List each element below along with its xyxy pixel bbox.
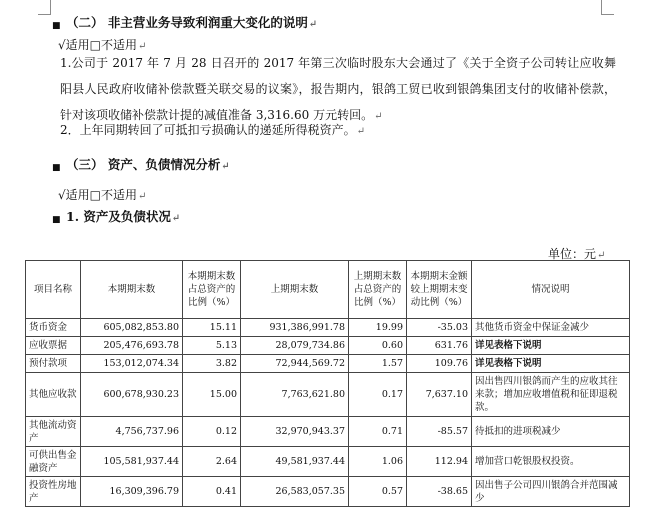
row-change-ratio: -38.65 [407, 477, 472, 507]
row-prior-amount: 49,581,937.44 [241, 447, 349, 477]
table-row [26, 337, 630, 355]
table-row [26, 477, 630, 507]
header-prior-amount: 上期期末数 [241, 261, 349, 319]
row-prior-ratio: 0.71 [349, 417, 407, 447]
row-item-name: 其他流动资产 [26, 417, 81, 447]
checkbox-check-icon: √ [58, 188, 66, 202]
row-change-ratio: 109.76 [407, 355, 472, 373]
row-current-ratio: 3.82 [183, 355, 241, 373]
row-explanation: 增加营口乾银股权投资。 [472, 447, 630, 477]
row-prior-ratio: 0.60 [349, 337, 407, 355]
bullet-icon: ■ [52, 215, 61, 225]
table-row [26, 447, 630, 477]
row-item-name: 应收票据 [26, 337, 81, 355]
row-current-ratio: 0.41 [183, 477, 241, 507]
assets-liabilities-table [25, 260, 630, 507]
bullet-icon: ■ [52, 163, 61, 173]
row-explanation: 待抵扣的进项税减少 [472, 417, 630, 447]
header-prior-ratio: 上期期末数占总资产的比例（%） [349, 261, 407, 319]
header-current-ratio: 本期期末数占总资产的比例（%） [183, 261, 241, 319]
table-row [26, 373, 630, 417]
paragraph-mark-icon: ↵ [597, 250, 606, 261]
row-explanation: 详见表格下说明 [472, 337, 630, 355]
header-explanation: 情况说明 [472, 261, 630, 319]
row-change-ratio: -85.57 [407, 417, 472, 447]
row-current-ratio: 15.11 [183, 319, 241, 337]
paragraph-1-text: 1.公司于 2017 年 7 月 28 日召开的 2017 年第三次临时股东大会通过了《关于全资子公司转让应收舞阳县人民政府收储补偿款暨关联交易的议案》，报告期内，银鸽工贸已收到银鸽集团支付的收储补偿款，针对该项收储补偿款计提的减值准备 3,316.60 万元转回。 [60, 56, 616, 122]
row-prior-amount: 72,944,569.72 [241, 355, 349, 373]
checkbox-check-icon: √ [58, 38, 66, 52]
row-current-amount: 4,756,737.96 [81, 417, 183, 447]
row-prior-amount: 931,386,991.78 [241, 319, 349, 337]
row-current-ratio: 0.12 [183, 417, 241, 447]
row-explanation: 因出售四川银鸽而产生的应收其往来款；增加应收增值税和征即退税款。 [472, 373, 630, 417]
row-prior-amount: 28,079,734.86 [241, 337, 349, 355]
page-corner-mark-right [601, 0, 614, 15]
row-change-ratio: 631.76 [407, 337, 472, 355]
applicability-text: 适用□不适用 [65, 38, 137, 52]
paragraph-mark-icon: ↵ [138, 41, 147, 52]
row-explanation: 因出售子公司四川银鸽合并范围减少 [472, 477, 630, 507]
row-prior-ratio: 0.57 [349, 477, 407, 507]
row-current-amount: 600,678,930.23 [81, 373, 183, 417]
header-change-ratio: 本期期末金额较上期期末变动比例（%） [407, 261, 472, 319]
row-prior-ratio: 1.06 [349, 447, 407, 477]
row-change-ratio: 112.94 [407, 447, 472, 477]
section-2-heading [52, 15, 318, 33]
row-item-name: 其他应收款 [26, 373, 81, 417]
row-current-ratio: 15.00 [183, 373, 241, 417]
table-row [26, 355, 630, 373]
row-prior-amount: 7,763,621.80 [241, 373, 349, 417]
subsection-1-heading [52, 209, 181, 227]
paragraph-mark-icon: ↵ [374, 111, 383, 122]
table-row [26, 319, 630, 337]
row-current-amount: 205,476,693.78 [81, 337, 183, 355]
row-current-ratio: 2.64 [183, 447, 241, 477]
applicability-text: 适用□不适用 [65, 188, 137, 202]
section-2-paragraph-2 [60, 122, 365, 140]
row-prior-ratio: 19.99 [349, 319, 407, 337]
paragraph-2-text: 2．上年同期转回了可抵扣亏损确认的递延所得税资产。 [60, 123, 356, 137]
row-prior-amount: 26,583,057.35 [241, 477, 349, 507]
section-2-heading-text: （二） 非主营业务导致利润重大变化的说明 [66, 15, 308, 30]
row-prior-ratio: 0.17 [349, 373, 407, 417]
page-corner-mark-left [38, 0, 51, 15]
paragraph-mark-icon: ↵ [308, 19, 318, 30]
header-current-amount: 本期期末数 [81, 261, 183, 319]
row-explanation: 其他货币资金中保证金减少 [472, 319, 630, 337]
subsection-1-heading-text: 1. 资产及负债状况 [66, 209, 171, 224]
section-3-heading [52, 157, 230, 175]
row-change-ratio: 7,637.10 [407, 373, 472, 417]
unit-text: 单位：元 [548, 247, 597, 261]
section-3-heading-text: （三） 资产、负债情况分析 [66, 157, 221, 172]
table-row [26, 417, 630, 447]
row-item-name: 预付款项 [26, 355, 81, 373]
row-current-amount: 105,581,937.44 [81, 447, 183, 477]
paragraph-mark-icon: ↵ [356, 126, 366, 137]
row-current-ratio: 5.13 [183, 337, 241, 355]
header-item-name: 项目名称 [26, 261, 81, 319]
row-explanation: 详见表格下说明 [472, 355, 630, 373]
row-prior-ratio: 1.57 [349, 355, 407, 373]
row-current-amount: 605,082,853.80 [81, 319, 183, 337]
row-current-amount: 153,012,074.34 [81, 355, 183, 373]
paragraph-mark-icon: ↵ [138, 191, 147, 202]
section-2-paragraph-1 [60, 50, 616, 130]
row-item-name: 投资性房地产 [26, 477, 81, 507]
section-3-applicability [58, 187, 146, 205]
paragraph-mark-icon: ↵ [171, 213, 181, 224]
row-current-amount: 16,309,396.79 [81, 477, 183, 507]
bullet-icon: ■ [52, 21, 61, 31]
table-header-row [26, 261, 630, 319]
paragraph-mark-icon: ↵ [221, 161, 230, 172]
row-item-name: 货币资金 [26, 319, 81, 337]
row-change-ratio: -35.03 [407, 319, 472, 337]
row-item-name: 可供出售金融资产 [26, 447, 81, 477]
row-prior-amount: 32,970,943.37 [241, 417, 349, 447]
